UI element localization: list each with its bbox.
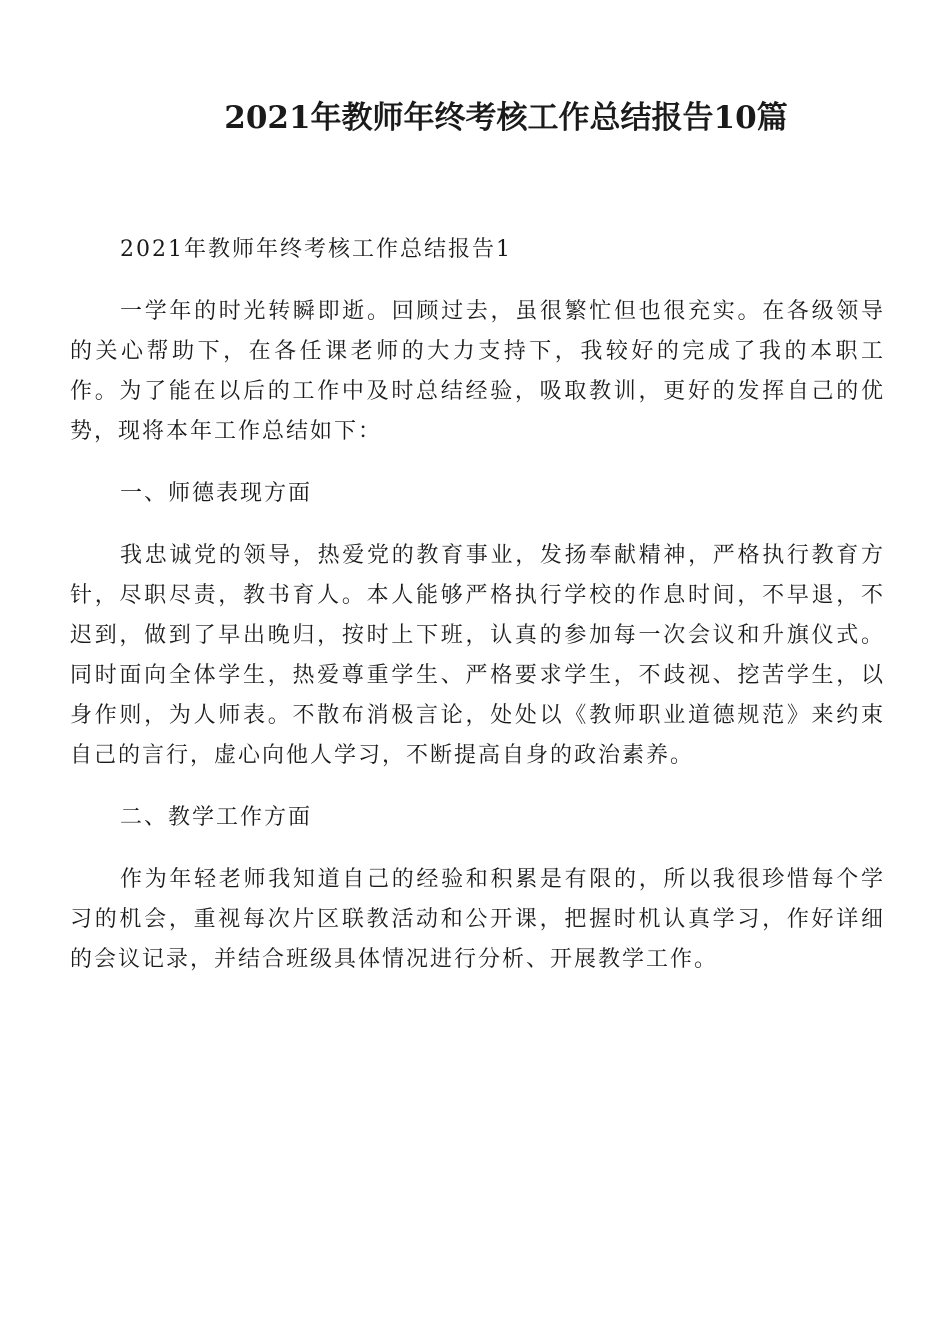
paragraph-teaching: 作为年轻老师我知道自己的经验和积累是有限的，所以我很珍惜每个学习的机会，重视每次片区联教活动和公开课，把握时机认真学习，作好详细的会议记录，并结合班级具体情况进行分析、开展教学工作。 bbox=[70, 867, 885, 972]
paragraph-intro: 一学年的时光转瞬即逝。回顾过去，虽很繁忙但也很充实。在各级领导的关心帮助下，在各任课老师的大力支持下，我较好的完成了我的本职工作。为了能在以后的工作中及时总结经验，吸取教训，更好的发挥自己的优势，现将本年工作总结如下： bbox=[70, 299, 885, 444]
section-subtitle: 2021年教师年终考核工作总结报告1 bbox=[120, 237, 512, 262]
document-title: 2021年教师年终考核工作总结报告10篇 bbox=[224, 100, 788, 136]
document-body bbox=[70, 230, 885, 1002]
paragraph-ethics: 我忠诚党的领导，热爱党的教育事业，发扬奉献精神，严格执行教育方针，尽职尽责，教书育人。本人能够严格执行学校的作息时间，不早退，不迟到，做到了早出晚归，按时上下班，认真的参加每一次会议和升旗仪式。同时面向全体学生，热爱尊重学生、严格要求学生，不歧视、挖苦学生，以身作则，为人师表。不散布消极言论，处处以《教师职业道德规范》来约束自己的言行，虚心向他人学习，不断提高自身的政治素养。 bbox=[70, 543, 885, 768]
heading-teaching: 二、教学工作方面 bbox=[120, 805, 313, 830]
heading-ethics: 一、师德表现方面 bbox=[120, 481, 313, 506]
